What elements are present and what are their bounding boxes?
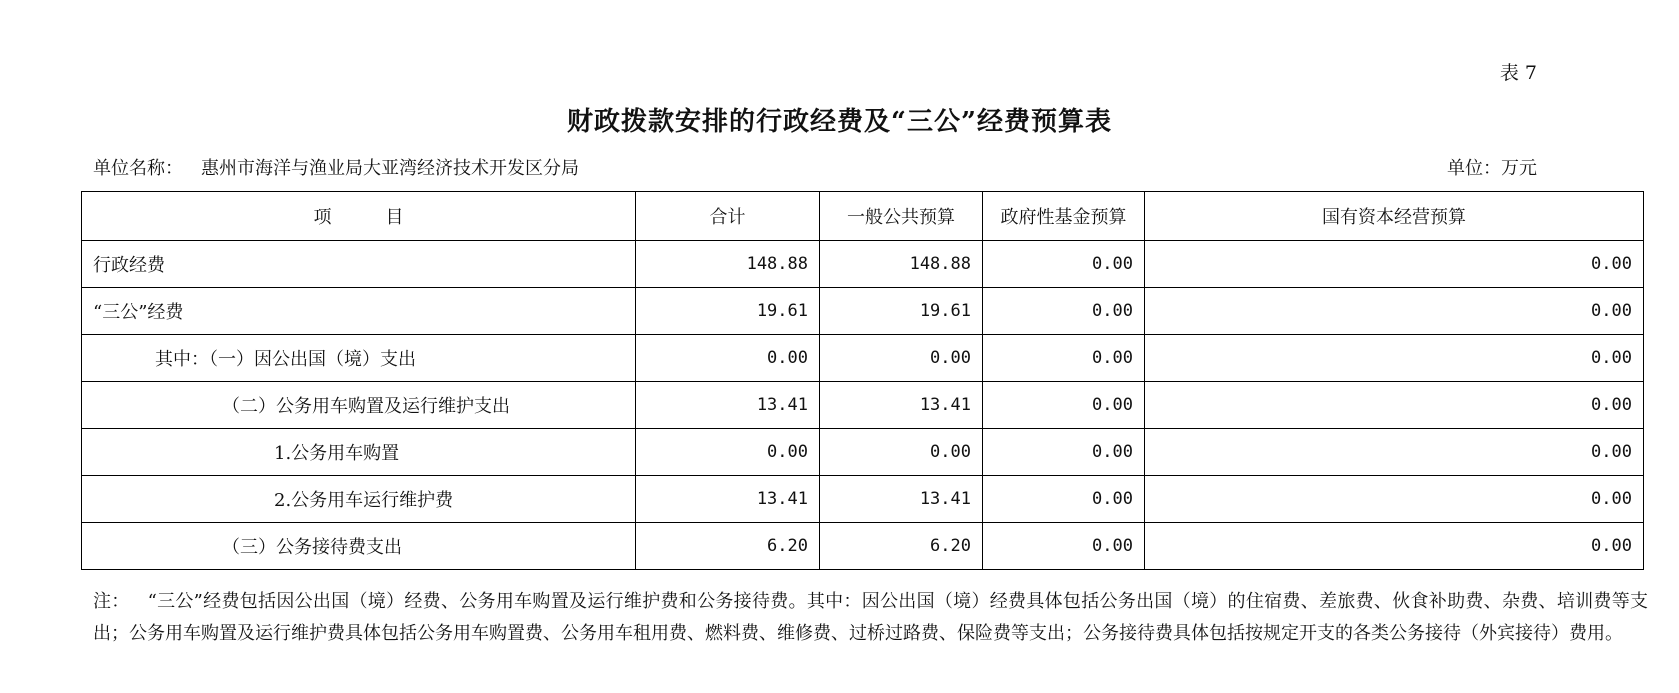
- cell-total: 148.88: [636, 241, 820, 288]
- cell-state-capital-budget: 0.00: [1145, 523, 1644, 570]
- cell-gov-fund-budget: 0.00: [983, 288, 1145, 335]
- col-header-gov-fund-budget: 政府性基金预算: [983, 192, 1145, 241]
- cell-gov-fund-budget: 0.00: [983, 382, 1145, 429]
- row-item-label: 1.公务用车购置: [82, 429, 636, 476]
- cell-general-budget: 13.41: [820, 382, 983, 429]
- col-header-item: 项 目: [82, 192, 636, 241]
- document-title: 财政拨款安排的行政经费及“三公”经费预算表: [567, 107, 1112, 137]
- cell-general-budget: 6.20: [820, 523, 983, 570]
- row-item-label: （三）公务接待费支出: [82, 523, 636, 570]
- row-item-label: 其中：（一）因公出国（境）支出: [82, 335, 636, 382]
- table-row: [82, 288, 1644, 335]
- cell-general-budget: 148.88: [820, 241, 983, 288]
- cell-total: 13.41: [636, 382, 820, 429]
- cell-gov-fund-budget: 0.00: [983, 429, 1145, 476]
- footnote: [93, 586, 1648, 650]
- cell-state-capital-budget: 0.00: [1145, 476, 1644, 523]
- cell-total: 13.41: [636, 476, 820, 523]
- row-item-label: （二）公务用车购置及运行维护支出: [82, 382, 636, 429]
- table-row: [82, 429, 1644, 476]
- cell-total: 0.00: [636, 335, 820, 382]
- cell-state-capital-budget: 0.00: [1145, 335, 1644, 382]
- col-header-total: 合计: [636, 192, 820, 241]
- unit-info-row: [93, 154, 1537, 180]
- unit-name-block: [93, 154, 579, 180]
- budget-table: [81, 191, 1644, 570]
- row-item-label: “三公”经费: [82, 288, 636, 335]
- cell-state-capital-budget: 0.00: [1145, 382, 1644, 429]
- row-item-label: 行政经费: [82, 241, 636, 288]
- cell-gov-fund-budget: 0.00: [983, 523, 1145, 570]
- cell-state-capital-budget: 0.00: [1145, 288, 1644, 335]
- currency-unit: 单位：万元: [1447, 158, 1537, 179]
- cell-total: 0.00: [636, 429, 820, 476]
- cell-gov-fund-budget: 0.00: [983, 476, 1145, 523]
- cell-state-capital-budget: 0.00: [1145, 429, 1644, 476]
- footnote-label: 注：: [93, 591, 130, 612]
- cell-general-budget: 13.41: [820, 476, 983, 523]
- table-row: [82, 382, 1644, 429]
- row-item-label: 2.公务用车运行维护费: [82, 476, 636, 523]
- table-number: 表 7: [1499, 62, 1537, 84]
- table-row: [82, 335, 1644, 382]
- cell-gov-fund-budget: 0.00: [983, 241, 1145, 288]
- cell-general-budget: 0.00: [820, 335, 983, 382]
- cell-state-capital-budget: 0.00: [1145, 241, 1644, 288]
- cell-total: 19.61: [636, 288, 820, 335]
- col-header-general-budget: 一般公共预算: [820, 192, 983, 241]
- table-header-row: [82, 192, 1644, 241]
- cell-gov-fund-budget: 0.00: [983, 335, 1145, 382]
- cell-general-budget: 19.61: [820, 288, 983, 335]
- table-row: [82, 476, 1644, 523]
- cell-total: 6.20: [636, 523, 820, 570]
- table-row: [82, 241, 1644, 288]
- unit-name: 惠州市海洋与渔业局大亚湾经济技术开发区分局: [201, 158, 579, 179]
- cell-general-budget: 0.00: [820, 429, 983, 476]
- table-row: [82, 523, 1644, 570]
- unit-name-label: 单位名称：: [93, 158, 183, 179]
- col-header-state-capital-budget: 国有资本经营预算: [1145, 192, 1644, 241]
- footnote-text: “三公”经费包括因公出国（境）经费、公务用车购置及运行维护费和公务接待费。其中：因公出国（境）经费具体包括公务出国（境）的住宿费、差旅费、伙食补助费、杂费、培训费等支出；公务用车购置及运行维护费具体包括公务用车购置费、公务用车租用费、燃料费、维修费、过桥过路费、保险费等支出；公务接待费具体包括按规定开支的各类公务接待（外宾接待）费用。: [93, 591, 1648, 644]
